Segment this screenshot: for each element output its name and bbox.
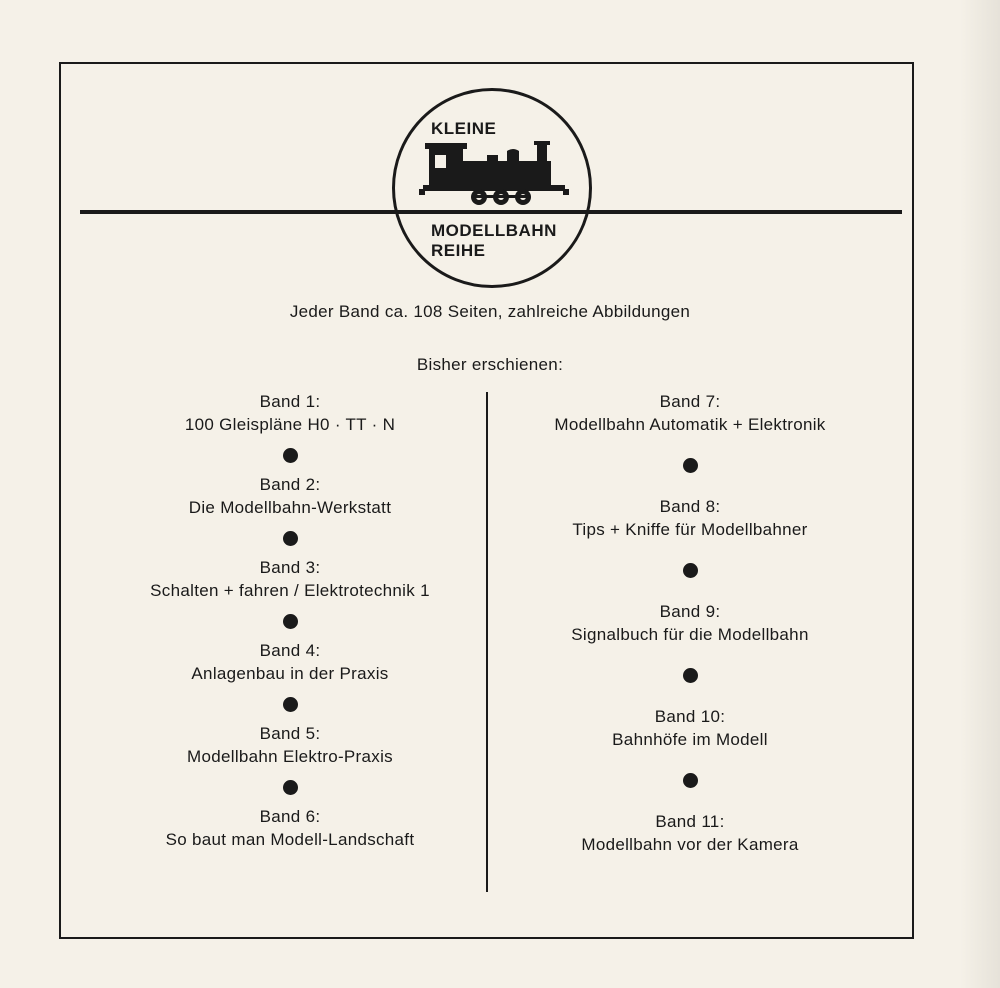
bullet-dot-icon [283,448,298,463]
band-number: Band 10: [654,707,726,726]
band-title: Schalten + fahren / Elektrotechnik 1 [150,581,430,600]
bullet-dot-icon [683,458,698,473]
list-item [110,722,470,768]
band-number: Band 1: [259,392,321,411]
logo-text-kleine: KLEINE [431,119,497,138]
band-title: Modellbahn Automatik + Elektronik [554,415,826,434]
bullet-dot-icon [683,668,698,683]
band-number: Band 6: [259,807,321,826]
logo-text-reihe: REIHE [431,241,486,260]
logo-rule [392,210,592,214]
list-item [110,473,470,519]
band-title: Modellbahn Elektro-Praxis [187,747,393,766]
list-item [510,390,870,436]
band-title: So baut man Modell-Landschaft [165,830,415,849]
bullet-dot-icon [283,614,298,629]
band-number: Band 5: [259,724,321,743]
band-title: Signalbuch für die Modellbahn [571,625,809,644]
series-logo [392,88,592,288]
band-number: Band 4: [259,641,321,660]
band-title: Anlagenbau in der Praxis [191,664,389,683]
band-title: Bahnhöfe im Modell [612,730,768,749]
list-item [110,639,470,685]
bullet-dot-icon [283,531,298,546]
bullet-dot-icon [283,780,298,795]
band-title: Die Modellbahn-Werkstatt [188,498,392,517]
band-number: Band 8: [659,497,721,516]
logo-text-modellbahn: MODELLBAHN [431,221,557,240]
list-item [510,810,870,856]
band-number: Band 2: [259,475,321,494]
band-title: Modellbahn vor der Kamera [581,835,799,854]
list-item [510,705,870,751]
left-column [110,390,470,851]
list-item [510,600,870,646]
bullet-dot-icon [683,563,698,578]
list-item [510,495,870,541]
band-title: 100 Gleispläne H0 · TT · N [184,415,396,434]
list-item [110,390,470,436]
right-column [510,390,870,856]
steam-locomotive-icon [419,139,569,211]
band-number: Band 7: [659,392,721,411]
list-item [110,556,470,602]
list-item [110,805,470,851]
band-number: Band 3: [259,558,321,577]
column-divider [486,392,488,892]
band-number: Band 9: [659,602,721,621]
band-number: Band 11: [655,812,725,831]
bullet-dot-icon [683,773,698,788]
bullet-dot-icon [283,697,298,712]
page-edge [960,0,1000,988]
band-title: Tips + Kniffe für Modellbahner [572,520,808,539]
intro-text: Jeder Band ca. 108 Seiten, zahlreiche Abbildungen [289,302,691,321]
published-heading: Bisher erschienen: [416,355,564,374]
